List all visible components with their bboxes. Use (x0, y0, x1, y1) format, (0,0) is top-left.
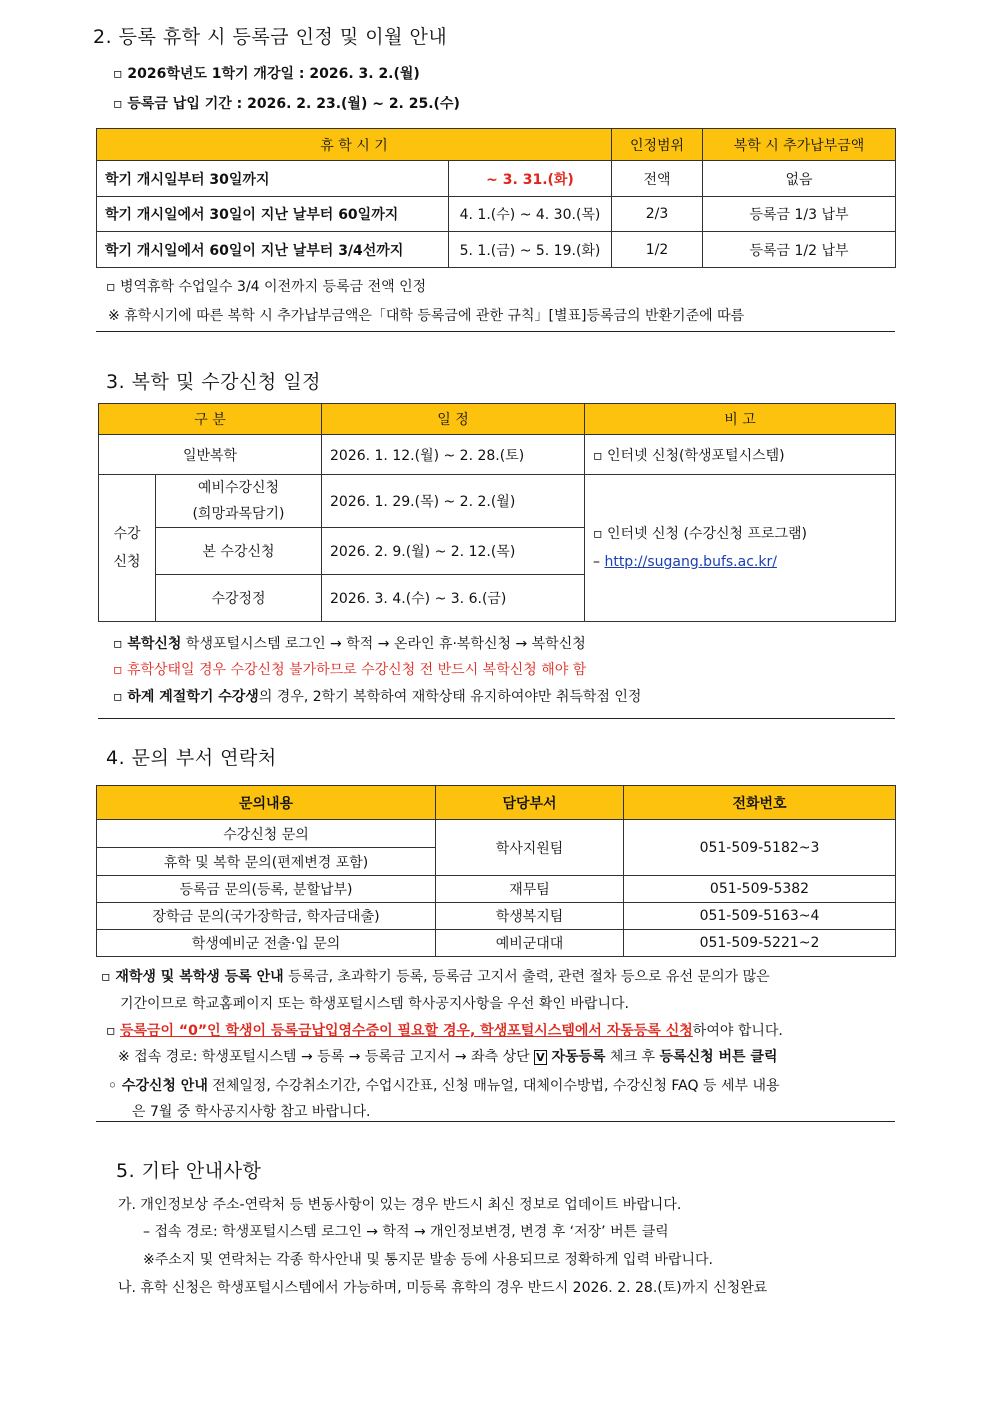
checkbox-icon: V (536, 1051, 545, 1064)
return-application-path: ▫ 복학신청 학생포털시스템 로그인 → 학적 → 온라인 휴·복학신청 → 복학신청 (113, 636, 586, 652)
leave-tuition-table (96, 128, 896, 268)
semester-start-date: ▫ 2026학년도 1학기 개강일 : 2026. 3. 2.(월) (113, 66, 420, 82)
header-remarks: 비 고 (585, 404, 896, 435)
divider (96, 331, 895, 332)
header-period: 휴 학 시 기 (97, 129, 612, 161)
section-2-title: 2. 등록 휴학 시 등록금 인정 및 이월 안내 (93, 26, 448, 48)
header-extra: 복학 시 추가납부금액 (703, 129, 896, 161)
table-row: 일반복학 2026. 1. 12.(월) ~ 2. 28.(토) ▫ 인터넷 신청(학생포털시스템) (99, 435, 896, 475)
section-5-title: 5. 기타 안내사항 (116, 1160, 262, 1182)
header-inquiry: 문의내용 (97, 786, 436, 820)
course-registration-guide-line1: ◦ 수강신청 안내 전체일정, 수강취소기간, 수업시간표, 신청 매뉴얼, 대체이수방법, 수강신청 FAQ 등 세부 내용 (108, 1078, 780, 1094)
table-row: 학기 개시일에서 30일이 지난 날부터 60일까지 4. 1.(수) ~ 4. 30.(목) 2/3 등록금 1/3 납부 (97, 197, 896, 232)
return-registration-schedule-table (98, 403, 896, 622)
table-row: 휴학 및 복학 문의(편제변경 포함) (97, 848, 896, 876)
course-registration-guide-line2: 은 7월 중 학사공지사항 참고 바랍니다. (132, 1104, 371, 1120)
header-range: 인정범위 (612, 129, 703, 161)
auto-registration-path: ※ 접속 경로: 학생포털시스템 → 등록 → 등록금 고지서 → 좌측 상단 V 자동등록 체크 후 등록신청 버튼 클릭 (118, 1049, 778, 1065)
registration-note: ▫ 인터넷 신청 (수강신청 프로그램) – http://sugang.bufs.ac.kr/ (585, 475, 896, 622)
table-row: 학기 개시일에서 60일이 지난 날부터 3/4선까지 5. 1.(금) ~ 5. 19.(화) 1/2 등록금 1/2 납부 (97, 232, 896, 268)
sugang-link[interactable]: http://sugang.bufs.ac.kr/ (604, 554, 777, 570)
table-row: 본 수강신청 2026. 2. 9.(월) ~ 2. 12.(목) (99, 528, 896, 575)
zero-tuition-notice: ▫ 등록금이 “0”인 학생이 등록금납입영수증이 필요할 경우, 학생포털시스템에서 자동등록 신청하여야 합니다. (106, 1023, 783, 1039)
tuition-payment-period: ▫ 등록금 납입 기간 : 2026. 2. 23.(월) ~ 2. 25.(수) (113, 96, 460, 112)
contact-table (96, 785, 896, 957)
header-category: 구 분 (99, 404, 322, 435)
divider (96, 1121, 895, 1122)
table-row: 장학금 문의(국가장학금, 학자금대출) 학생복지팀 051-509-5163~4 (97, 903, 896, 930)
table-row: 수강정정 2026. 3. 4.(수) ~ 3. 6.(금) (99, 575, 896, 622)
divider (98, 718, 895, 719)
registration-group-label: 수강 신청 (99, 475, 156, 622)
summer-session-note: ▫ 하계 계절학기 수강생의 경우, 2학기 복학하여 재학상태 유지하여야만 취득학점 인정 (113, 689, 642, 705)
table-row: 등록금 문의(등록, 분할납부) 재무팀 051-509-5382 (97, 876, 896, 903)
other-notice-1-caution: ※주소지 및 연락처는 각종 학사안내 및 통지문 발송 등에 사용되므로 정확하게 입력 바랍니다. (143, 1252, 713, 1268)
table-row: 수강신청 문의 학사지원팀 051-509-5182~3 (97, 820, 896, 848)
registration-guide-line1: ▫ 재학생 및 복학생 등록 안내 등록금, 초과학기 등록, 등록금 고지서 출력, 관련 절차 등으로 유선 문의가 많은 (101, 969, 770, 985)
header-phone: 전화번호 (624, 786, 896, 820)
other-notice-1-path: – 접속 경로: 학생포털시스템 로그인 → 학적 → 개인정보변경, 변경 후 ‘저장’ 버튼 클릭 (143, 1224, 669, 1240)
table-row: 수강 신청 예비수강신청 (희망과목담기) 2026. 1. 29.(목) ~ 2. 2.(월) ▫ 인터넷 신청 (수강신청 프로그램) – http://sugang.bufs.ac.kr/ (99, 475, 896, 528)
table-row: 학생예비군 전출·입 문의 예비군대대 051-509-5221~2 (97, 930, 896, 957)
section-4-title: 4. 문의 부서 연락처 (106, 747, 277, 769)
section-3-title: 3. 복학 및 수강신청 일정 (106, 371, 321, 393)
header-department: 담당부서 (436, 786, 624, 820)
table-row: 학기 개시일부터 30일까지 ~ 3. 31.(화) 전액 없음 (97, 161, 896, 197)
leave-status-warning: ▫ 휴학상태일 경우 수강신청 불가하므로 수강신청 전 반드시 복학신청 해야 함 (113, 662, 587, 678)
header-schedule: 일 정 (322, 404, 585, 435)
military-leave-note: ▫ 병역휴학 수업일수 3/4 이전까지 등록금 전액 인정 (106, 279, 427, 295)
tuition-rule-note: ※ 휴학시기에 따른 복학 시 추가납부금액은「대학 등록금에 관한 규칙」[별표]등록금의 반환기준에 따름 (108, 308, 745, 324)
other-notice-2: 나. 휴학 신청은 학생포털시스템에서 가능하며, 미등록 휴학의 경우 반드시 2026. 2. 28.(토)까지 신청완료 (118, 1280, 768, 1296)
other-notice-1: 가. 개인정보상 주소-연락처 등 변동사항이 있는 경우 반드시 최신 정보로 업데이트 바랍니다. (118, 1197, 682, 1213)
registration-guide-line2: 기간이므로 학교홈페이지 또는 학생포털시스템 학사공지사항을 우선 확인 바랍니다. (120, 996, 629, 1012)
